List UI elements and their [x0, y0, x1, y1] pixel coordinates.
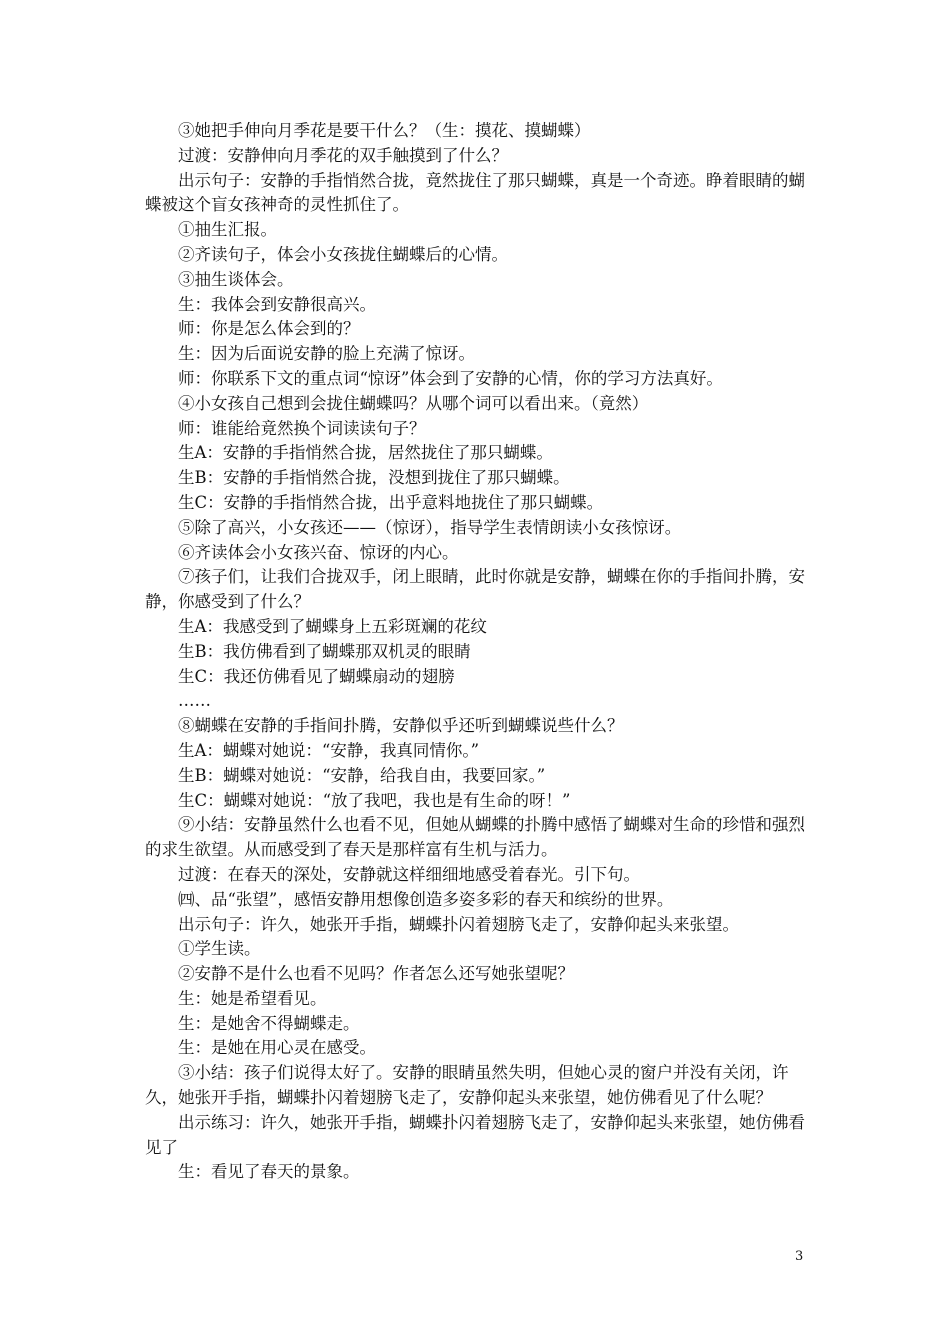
paragraph: ㈣、品“张望”，感悟安静用想像创造多姿多彩的春天和缤纷的世界。 — [178, 889, 674, 909]
paragraph: ③抽生谈体会。 — [178, 269, 294, 289]
paragraph: ⑤除了高兴，小女孩还——（惊讶），指导学生表情朗读小女孩惊讶。 — [178, 517, 682, 537]
paragraph: 生：是她舍不得蝴蝶走。 — [178, 1013, 360, 1033]
paragraph: 生A：我感受到了蝴蝶身上五彩斑斓的花纹 — [178, 616, 487, 636]
paragraph: 生：我体会到安静很高兴。 — [178, 294, 376, 314]
document-body — [145, 119, 809, 1185]
paragraph: 师：你是怎么体会到的？ — [178, 319, 360, 339]
paragraph: 师：你联系下文的重点词“惊讶”体会到了安静的心情，你的学习方法真好。 — [178, 368, 723, 388]
paragraph: 生B：蝴蝶对她说：“安静，给我自由，我要回家。” — [178, 765, 546, 785]
paragraph: 生B：我仿佛看到了蝴蝶那双机灵的眼睛 — [178, 641, 471, 661]
paragraph: ⑥齐读体会小女孩兴奋、惊讶的内心。 — [178, 542, 459, 562]
paragraph: 出示句子：安静的手指悄然合拢，竟然拢住了那只蝴蝶，真是一个奇迹。睁着眼睛的蝴蝶被这个盲女孩神奇的灵性抓住了。 — [145, 170, 805, 215]
paragraph: ⑧蝴蝶在安静的手指间扑腾，安静似乎还听到蝴蝶说些什么？ — [178, 716, 624, 736]
paragraph: 生A：安静的手指悄然合拢，居然拢住了那只蝴蝶。 — [178, 443, 553, 463]
paragraph: 生C：安静的手指悄然合拢，出乎意料地拢住了那只蝴蝶。 — [178, 492, 604, 512]
paragraph: 出示句子：许久，她张开手指，蝴蝶扑闪着翅膀飞走了，安静仰起头来张望。 — [178, 914, 739, 934]
paragraph: 出示练习：许久，她张开手指，蝴蝶扑闪着翅膀飞走了，安静仰起头来张望，她仿佛看见了 — [145, 1112, 805, 1157]
paragraph: 生B：安静的手指悄然合拢，没想到拢住了那只蝴蝶。 — [178, 468, 570, 488]
page-number: 3 — [795, 1249, 804, 1264]
paragraph: ⑦孩子们，让我们合拢双手，闭上眼睛，此时你就是安静，蝴蝶在你的手指间扑腾，安静，你感受到了什么？ — [145, 567, 805, 612]
paragraph: 生：因为后面说安静的脸上充满了惊讶。 — [178, 344, 475, 364]
paragraph: 生：是她在用心灵在感受。 — [178, 1038, 376, 1058]
paragraph: 生：她是希望看见。 — [178, 988, 327, 1008]
paragraph: 生C：我还仿佛看见了蝴蝶扇动的翅膀 — [178, 666, 455, 686]
paragraph: 过渡：安静伸向月季花的双手触摸到了什么？ — [178, 145, 508, 165]
paragraph: …… — [178, 691, 211, 711]
paragraph: 生：看见了春天的景象。 — [178, 1162, 360, 1182]
paragraph: 过渡：在春天的深处，安静就这样细细地感受着春光。引下句。 — [178, 864, 640, 884]
paragraph: ①抽生汇报。 — [178, 220, 277, 240]
paragraph: ①学生读。 — [178, 939, 261, 959]
paragraph: ③她把手伸向月季花是要干什么？（生：摸花、摸蝴蝶） — [178, 121, 591, 140]
paragraph: ③小结：孩子们说得太好了。安静的眼睛虽然失明，但她心灵的窗户并没有关闭，许久，她张开手指，蝴蝶扑闪着翅膀飞走了，安静仰起头来张望，她仿佛看见了什么呢？ — [145, 1063, 789, 1108]
paragraph: 生C：蝴蝶对她说：“放了我吧，我也是有生命的呀！” — [178, 790, 571, 810]
paragraph: ②安静不是什么也看不见吗？作者怎么还写她张望呢？ — [178, 964, 574, 984]
paragraph: ④小女孩自己想到会拢住蝴蝶吗？从哪个词可以看出来。（竟然） — [178, 393, 649, 413]
paragraph: ②齐读句子，体会小女孩拢住蝴蝶后的心情。 — [178, 244, 508, 264]
paragraph: ⑨小结：安静虽然什么也看不见，但她从蝴蝶的扑腾中感悟了蝴蝶对生命的珍惜和强烈的求生欲望。从而感受到了春天是那样富有生机与活力。 — [145, 815, 805, 860]
paragraph: 师：谁能给竟然换个词读读句子？ — [178, 418, 426, 438]
paragraph: 生A：蝴蝶对她说：“安静，我真同情你。” — [178, 740, 480, 760]
